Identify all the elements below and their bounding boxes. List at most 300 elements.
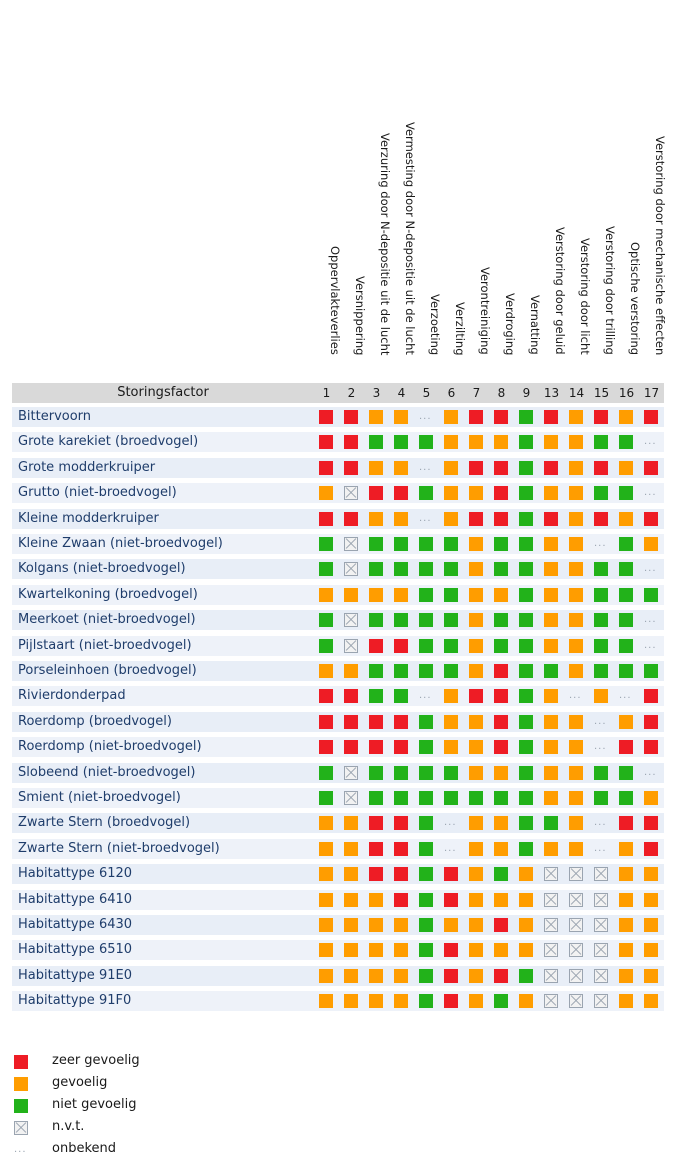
sensitive-square xyxy=(369,461,383,475)
sensitivity-cell xyxy=(414,915,439,935)
sensitivity-cell xyxy=(314,686,339,706)
sensitivity-cell xyxy=(364,458,389,478)
column-number: 5 xyxy=(414,383,439,403)
sensitivity-cell xyxy=(364,966,389,986)
sensitivity-cell xyxy=(464,407,489,427)
sensitivity-cell xyxy=(314,890,339,910)
not-sensitive-square xyxy=(494,613,508,627)
header-row xyxy=(12,383,686,403)
sensitive-square xyxy=(319,969,333,983)
column-title xyxy=(593,0,619,355)
sensitive-square xyxy=(469,918,483,932)
sensitivity-cell xyxy=(539,509,564,529)
sensitive-square xyxy=(569,740,583,754)
sensitivity-cell xyxy=(389,991,414,1011)
sensitive-square xyxy=(569,639,583,653)
sensitivity-cell xyxy=(589,737,614,757)
sensitive-square xyxy=(344,588,358,602)
not-sensitive-square xyxy=(319,613,333,627)
not-sensitive-square xyxy=(619,588,633,602)
sensitivity-cell xyxy=(539,559,564,579)
very-sensitive-square xyxy=(644,689,658,703)
sensitivity-cell xyxy=(539,763,564,783)
sensitivity-cell xyxy=(589,991,614,1011)
not-applicable-icon xyxy=(569,994,583,1008)
sensitivity-cell xyxy=(639,915,664,935)
sensitivity-cell xyxy=(314,737,339,757)
species-name: Habitattype 6410 xyxy=(12,890,314,910)
not-sensitive-square xyxy=(594,639,608,653)
sensitivity-cell xyxy=(614,407,639,427)
sensitivity-cell xyxy=(639,534,664,554)
sensitivity-cell xyxy=(539,966,564,986)
not-sensitive-square xyxy=(519,613,533,627)
not-applicable-icon xyxy=(594,969,608,983)
not-sensitive-square xyxy=(369,664,383,678)
sensitivity-cell xyxy=(589,940,614,960)
not-applicable-icon xyxy=(594,893,608,907)
sensitive-square xyxy=(619,969,633,983)
sensitivity-cell xyxy=(639,864,664,884)
sensitivity-cell xyxy=(589,534,614,554)
sensitive-square xyxy=(519,893,533,907)
sensitive-square xyxy=(569,562,583,576)
unknown-dots-icon: ... xyxy=(644,614,657,626)
sensitivity-cell xyxy=(589,864,614,884)
sensitivity-cell xyxy=(339,585,364,605)
column-title-text: Vermesting door N-depositie uit de lucht xyxy=(403,122,417,355)
column-title-text: Verzoeting xyxy=(428,293,442,355)
sensitivity-cell xyxy=(414,509,439,529)
sensitivity-cell xyxy=(364,585,389,605)
sensitivity-cell xyxy=(639,636,664,656)
column-title xyxy=(468,0,494,355)
very-sensitive-square xyxy=(644,816,658,830)
column-title-text: Vernatting xyxy=(528,295,542,355)
sensitivity-cell xyxy=(589,585,614,605)
not-sensitive-square xyxy=(419,435,433,449)
column-title xyxy=(343,0,369,355)
sensitivity-cell xyxy=(464,788,489,808)
sensitivity-cell xyxy=(339,788,364,808)
not-sensitive-square xyxy=(394,435,408,449)
sensitivity-cell xyxy=(339,839,364,859)
table-row xyxy=(12,811,686,835)
sensitivity-cell xyxy=(489,788,514,808)
sensitivity-cell xyxy=(589,483,614,503)
sensitivity-cell xyxy=(614,483,639,503)
not-sensitive-square xyxy=(594,588,608,602)
sensitive-square xyxy=(319,994,333,1008)
not-applicable-icon xyxy=(544,918,558,932)
not-sensitive-square xyxy=(444,639,458,653)
sensitive-square xyxy=(544,689,558,703)
column-title xyxy=(493,0,519,355)
sensitivity-cell xyxy=(464,458,489,478)
table-row xyxy=(12,735,686,759)
column-title-text: Verzuring door N-depositie uit de lucht xyxy=(378,132,392,355)
sensitivity-cell xyxy=(314,763,339,783)
not-sensitive-square xyxy=(419,715,433,729)
sensitivity-cell xyxy=(589,763,614,783)
not-sensitive-square xyxy=(594,664,608,678)
not-sensitive-square xyxy=(619,639,633,653)
column-title xyxy=(543,0,569,355)
column-title-text: Verontreiniging xyxy=(478,267,492,355)
sensitivity-cell xyxy=(439,991,464,1011)
sensitivity-cell xyxy=(589,559,614,579)
sensitivity-cell xyxy=(414,737,439,757)
not-applicable-icon xyxy=(569,918,583,932)
sensitive-square xyxy=(544,740,558,754)
sensitivity-cell xyxy=(464,432,489,452)
not-applicable-icon xyxy=(594,867,608,881)
very-sensitive-square xyxy=(494,918,508,932)
sensitivity-cell xyxy=(364,712,389,732)
sensitivity-cell xyxy=(364,864,389,884)
species-name: Pijlstaart (niet-broedvogel) xyxy=(12,636,314,656)
sensitivity-cell xyxy=(539,737,564,757)
not-sensitive-square xyxy=(519,715,533,729)
species-name: Rivierdonderpad xyxy=(12,686,314,706)
very-sensitive-square xyxy=(319,715,333,729)
sensitivity-cell xyxy=(439,483,464,503)
sensitive-square xyxy=(569,461,583,475)
sensitive-square xyxy=(444,435,458,449)
sensitivity-cell xyxy=(314,432,339,452)
sensitivity-cell xyxy=(564,458,589,478)
species-name: Porseleinhoen (broedvogel) xyxy=(12,661,314,681)
sensitivity-cell xyxy=(539,864,564,884)
sensitivity-cell xyxy=(589,686,614,706)
not-sensitive-square xyxy=(519,486,533,500)
not-sensitive-square xyxy=(319,639,333,653)
very-sensitive-square xyxy=(469,461,483,475)
sensitivity-cell xyxy=(414,432,439,452)
sensitivity-cell xyxy=(514,915,539,935)
sensitivity-cell xyxy=(539,991,564,1011)
sensitivity-cell xyxy=(539,788,564,808)
sensitivity-cell xyxy=(414,966,439,986)
sensitivity-cell xyxy=(564,712,589,732)
not-sensitive-square xyxy=(394,766,408,780)
not-sensitive-square xyxy=(394,613,408,627)
sensitivity-cell xyxy=(489,483,514,503)
sensitive-square xyxy=(619,842,633,856)
sensitivity-cell xyxy=(339,864,364,884)
sensitivity-cell xyxy=(589,458,614,478)
very-sensitive-square xyxy=(14,1055,28,1069)
not-sensitive-square xyxy=(419,969,433,983)
not-sensitive-square xyxy=(444,588,458,602)
sensitive-square xyxy=(619,410,633,424)
sensitivity-cell xyxy=(389,407,414,427)
column-number: 9 xyxy=(514,383,539,403)
sensitivity-cell xyxy=(614,610,639,630)
very-sensitive-square xyxy=(494,689,508,703)
very-sensitive-square xyxy=(369,740,383,754)
species-name: Habitattype 6430 xyxy=(12,915,314,935)
not-sensitive-square xyxy=(369,537,383,551)
species-name: Kleine Zwaan (niet-broedvogel) xyxy=(12,534,314,554)
sensitivity-cell xyxy=(339,890,364,910)
sensitivity-cell xyxy=(489,712,514,732)
sensitivity-cell xyxy=(389,636,414,656)
not-sensitive-square xyxy=(419,816,433,830)
sensitivity-cell xyxy=(414,661,439,681)
sensitive-square xyxy=(644,918,658,932)
sensitive-square xyxy=(569,842,583,856)
sensitivity-cell xyxy=(514,559,539,579)
very-sensitive-square xyxy=(644,842,658,856)
not-sensitive-square xyxy=(469,791,483,805)
table-row xyxy=(12,684,686,708)
not-sensitive-square xyxy=(594,486,608,500)
sensitivity-cell xyxy=(339,636,364,656)
column-number: 6 xyxy=(439,383,464,403)
sensitive-square xyxy=(394,969,408,983)
sensitive-square xyxy=(569,486,583,500)
sensitivity-cell xyxy=(364,915,389,935)
unknown-dots-icon: ... xyxy=(644,436,657,448)
sensitive-square xyxy=(544,639,558,653)
not-applicable-icon xyxy=(344,766,358,780)
very-sensitive-square xyxy=(319,435,333,449)
sensitivity-cell xyxy=(614,686,639,706)
sensitivity-cell xyxy=(639,940,664,960)
not-sensitive-square xyxy=(394,689,408,703)
sensitivity-cell xyxy=(389,686,414,706)
sensitivity-cell xyxy=(514,890,539,910)
sensitivity-cell xyxy=(639,661,664,681)
sensitivity-cell xyxy=(564,585,589,605)
sensitivity-cell xyxy=(414,458,439,478)
sensitivity-cell xyxy=(364,636,389,656)
sensitivity-cell xyxy=(364,940,389,960)
species-name: Habitattype 6120 xyxy=(12,864,314,884)
sensitivity-cell xyxy=(489,966,514,986)
sensitive-square xyxy=(444,715,458,729)
sensitive-square xyxy=(569,816,583,830)
sensitive-square xyxy=(619,715,633,729)
sensitivity-cell xyxy=(364,763,389,783)
sensitive-square xyxy=(569,435,583,449)
not-sensitive-square xyxy=(419,842,433,856)
sensitivity-cell xyxy=(464,509,489,529)
sensitive-square xyxy=(469,816,483,830)
not-sensitive-square xyxy=(619,562,633,576)
legend-item xyxy=(12,1140,212,1162)
not-sensitive-square xyxy=(519,740,533,754)
not-sensitive-square xyxy=(519,969,533,983)
sensitivity-cell xyxy=(614,966,639,986)
species-name: Zwarte Stern (niet-broedvogel) xyxy=(12,839,314,859)
not-sensitive-square xyxy=(519,664,533,678)
sensitivity-cell xyxy=(564,737,589,757)
not-sensitive-square xyxy=(444,791,458,805)
very-sensitive-square xyxy=(444,943,458,957)
sensitivity-cell xyxy=(439,534,464,554)
sensitivity-cell xyxy=(414,407,439,427)
sensitive-square xyxy=(544,715,558,729)
sensitive-square xyxy=(569,588,583,602)
sensitivity-cell xyxy=(539,534,564,554)
sensitivity-cell xyxy=(614,839,639,859)
not-sensitive-square xyxy=(619,791,633,805)
sensitivity-cell xyxy=(389,839,414,859)
very-sensitive-square xyxy=(494,512,508,526)
sensitive-square xyxy=(569,410,583,424)
column-title xyxy=(418,0,444,355)
very-sensitive-square xyxy=(444,994,458,1008)
very-sensitive-square xyxy=(394,639,408,653)
column-title xyxy=(318,0,344,355)
sensitive-square xyxy=(619,943,633,957)
column-title xyxy=(643,0,669,355)
not-sensitive-square xyxy=(319,791,333,805)
sensitive-square xyxy=(369,969,383,983)
sensitivity-cell xyxy=(614,509,639,529)
not-sensitive-square xyxy=(594,791,608,805)
unknown-dots-icon: ... xyxy=(569,690,582,702)
sensitivity-cell xyxy=(439,610,464,630)
sensitivity-cell xyxy=(389,559,414,579)
sensitive-square xyxy=(369,588,383,602)
sensitive-square xyxy=(319,588,333,602)
sensitivity-cell xyxy=(614,940,639,960)
very-sensitive-square xyxy=(344,689,358,703)
sensitivity-cell xyxy=(539,585,564,605)
not-sensitive-square xyxy=(394,537,408,551)
sensitivity-cell xyxy=(339,991,364,1011)
sensitivity-cell xyxy=(564,483,589,503)
sensitivity-cell xyxy=(514,864,539,884)
very-sensitive-square xyxy=(369,715,383,729)
unknown-dots-icon: ... xyxy=(419,690,432,702)
sensitivity-cell xyxy=(339,813,364,833)
sensitivity-cell xyxy=(364,610,389,630)
sensitive-square xyxy=(344,969,358,983)
not-applicable-icon xyxy=(594,918,608,932)
column-title-text: Verstoring door trilling xyxy=(603,226,617,355)
sensitivity-cell xyxy=(614,788,639,808)
sensitive-square xyxy=(519,943,533,957)
sensitivity-cell xyxy=(614,890,639,910)
sensitive-square xyxy=(319,867,333,881)
very-sensitive-square xyxy=(494,486,508,500)
sensitive-square xyxy=(519,918,533,932)
sensitivity-cell xyxy=(639,686,664,706)
very-sensitive-square xyxy=(344,512,358,526)
table-row xyxy=(12,507,686,531)
very-sensitive-square xyxy=(469,512,483,526)
sensitivity-cell xyxy=(614,585,639,605)
not-sensitive-square xyxy=(419,740,433,754)
sensitive-square xyxy=(469,588,483,602)
unknown-dots-icon: ... xyxy=(444,817,457,829)
very-sensitive-square xyxy=(394,842,408,856)
sensitivity-cell xyxy=(414,940,439,960)
very-sensitive-square xyxy=(494,410,508,424)
very-sensitive-square xyxy=(444,893,458,907)
sensitivity-cell xyxy=(539,940,564,960)
not-sensitive-square xyxy=(619,664,633,678)
very-sensitive-square xyxy=(469,689,483,703)
column-title-text: Verstoring door geluid xyxy=(553,227,567,355)
not-sensitive-square xyxy=(419,791,433,805)
sensitive-square xyxy=(619,512,633,526)
sensitivity-cell xyxy=(464,991,489,1011)
sensitive-square xyxy=(644,943,658,957)
very-sensitive-square xyxy=(544,512,558,526)
sensitivity-cell xyxy=(614,661,639,681)
sensitivity-cell xyxy=(564,915,589,935)
sensitivity-cell xyxy=(389,813,414,833)
sensitivity-cell xyxy=(514,813,539,833)
sensitivity-cell xyxy=(439,915,464,935)
sensitive-square xyxy=(544,537,558,551)
sensitive-square xyxy=(369,512,383,526)
sensitivity-cell xyxy=(439,737,464,757)
sensitive-square xyxy=(344,943,358,957)
sensitivity-cell xyxy=(414,890,439,910)
sensitivity-cell xyxy=(614,534,639,554)
not-applicable-icon xyxy=(544,867,558,881)
sensitivity-cell xyxy=(414,559,439,579)
sensitive-square xyxy=(444,689,458,703)
sensitivity-cell xyxy=(439,839,464,859)
sensitivity-cell xyxy=(364,534,389,554)
sensitivity-cell xyxy=(389,890,414,910)
sensitive-square xyxy=(469,537,483,551)
sensitive-square xyxy=(394,461,408,475)
sensitivity-cell xyxy=(364,737,389,757)
very-sensitive-square xyxy=(394,893,408,907)
unknown-dots-icon: ... xyxy=(644,766,657,778)
unknown-dots-icon: ... xyxy=(419,512,432,524)
sensitive-square xyxy=(469,613,483,627)
sensitivity-cell xyxy=(564,559,589,579)
legend-label: zeer gevoelig xyxy=(52,1053,140,1068)
very-sensitive-square xyxy=(494,969,508,983)
very-sensitive-square xyxy=(319,740,333,754)
unknown-dots-icon: ... xyxy=(594,741,607,753)
very-sensitive-square xyxy=(594,512,608,526)
sensitivity-cell xyxy=(589,407,614,427)
not-sensitive-square xyxy=(519,562,533,576)
very-sensitive-square xyxy=(444,969,458,983)
sensitivity-cell xyxy=(414,712,439,732)
sensitivity-cell xyxy=(464,890,489,910)
species-name: Smient (niet-broedvogel) xyxy=(12,788,314,808)
not-sensitive-square xyxy=(444,537,458,551)
sensitivity-cell xyxy=(464,559,489,579)
sensitive-square xyxy=(394,588,408,602)
not-sensitive-square xyxy=(544,664,558,678)
sensitivity-cell xyxy=(414,585,439,605)
table-row xyxy=(12,938,686,962)
sensitivity-cell xyxy=(364,813,389,833)
sensitivity-cell xyxy=(439,763,464,783)
sensitive-square xyxy=(444,918,458,932)
sensitivity-cell xyxy=(314,509,339,529)
column-number: 8 xyxy=(489,383,514,403)
sensitive-square xyxy=(344,842,358,856)
sensitive-square xyxy=(444,486,458,500)
sensitive-square xyxy=(14,1077,28,1091)
sensitivity-cell xyxy=(439,509,464,529)
sensitivity-cell xyxy=(589,915,614,935)
